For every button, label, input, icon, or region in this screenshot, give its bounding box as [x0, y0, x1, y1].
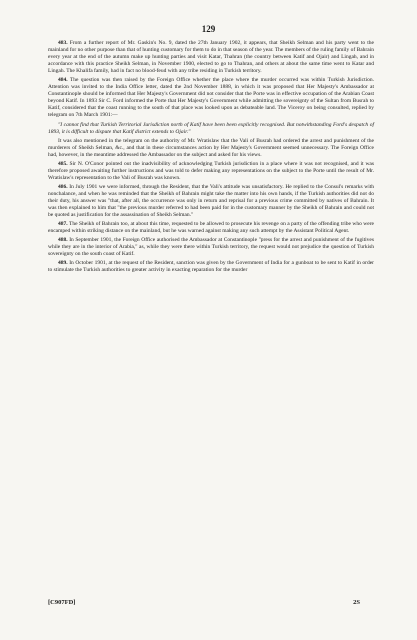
paragraph-text: The Sheikh of Bahrain too, at about this time, requested to be allowed to prosecute his revenge on a party of the offending tribe who were encamped within striking distance on the mainland, but he was warned against making any such attempt by the Assistant Political Agent.: [48, 221, 374, 235]
paragraph-text: Sir N. O'Conor pointed out the inadvisibility of acknowledging Turkish jurisdiction in a place where it was not recognised, and it was therefore proposed awaiting further instructions and was told to defer making any representations on the subject to the Porte until the result of Mr. Wratislaw's representation to the Vali of Busrah was known.: [48, 160, 375, 181]
page-number: 129: [201, 24, 216, 34]
paragraph-text: In September 1901, the Foreign Office authorised the Ambassador at Constantinople "press for the arrest and punishment of the fugitives while they are in the interior of Arabia," as, while they were there within Turkish territory, the request would not prejudice the question of Turkish sovereignty on the south coast of Katif.: [48, 237, 375, 258]
paragraph-number: 484.: [58, 77, 68, 84]
body-text: [48, 40, 374, 276]
paragraph-continuation: [48, 138, 374, 159]
paragraph-number: 485.: [58, 160, 68, 167]
paragraph-text: The question was then raised by the Foreign Office whether the place where the murder occurred was within Turkish Jurisdiction. Attention was invited to the India Office letter, dated the 2nd November 1888, in which it was proposed that Her Majesty's Ambassador at Constantinople should be informed that Her Majesty's Government did not consider that the Porte was in effective occupation of the Arabian Coast beyond Katif. In 1893 Sir C. Ford informed the Porte that Her Majesty's Government while admitting the sovereignty of the Sultan from Busrah to Katif, considered that the coast running to the south of that place was looked upon as debateable land. The Viceroy on being consulted, replied by telegram on 7th March 1901:—: [48, 77, 374, 119]
paragraph-number: 487.: [58, 221, 68, 228]
paragraph-483: [48, 40, 374, 75]
paragraph-487: [48, 221, 374, 235]
paragraph-489: [48, 260, 374, 274]
paragraph-484: [48, 77, 374, 119]
paragraph-number: 486.: [58, 183, 68, 190]
paragraph-number: 483.: [58, 40, 68, 46]
quoted-telegram: [48, 122, 374, 136]
paragraph-number: 489.: [58, 260, 68, 267]
paragraph-text: "I cannot find that Turkish Territorial Jurisdiction north of Katif have been been explicitly recognised. But notwithstanding Ford's despatch of 1893, it is difficult to dispute that Katif district extends to Ojair.": [48, 121, 374, 135]
footer-signature-mark: 2S: [353, 599, 360, 606]
paragraph-text: In July 1901 we were informed, through the Resident, that the Vali's attitude was unsatisfactory. He replied to the Consul's remarks with nonchalance, and when he was reminded that the Sheikh of Bahrain might take the matter into his own hands, if the Turkish authorities did not do their duty, his answer was "that, after all, the occurrence was only in return and reprisal for a previous crime committed by natives of Bahrain. It was then explained to him that "the previous murder referred to had been paid for in the customary manner by the Sheikh of Bahrain and could not be quoted as justification for the assassination of Sheikh Selman.": [48, 183, 374, 219]
paragraph-488: [48, 237, 374, 258]
paragraph-text: In October 1901, at the request of the Resident, sanction was given by the Government of India for a gunboat to be sent to Katif in order to stimulate the Turkish authorities to greater activity in exacting reparation for the murder: [48, 260, 374, 274]
paragraph-text: It was also mentioned in the telegram on the authority of Mr. Wratislaw that the Vali of Busrah had ordered the arrest and punishment of the murderers of Sheikh Selman, &c., and that in these circumstances action by Her Majesty's Government seemed unnecessary. The Foreign Office had, however, in the meantime addressed the Ambassador on the subject and asked for his views.: [48, 137, 374, 158]
footer-print-code: [C907FD]: [48, 599, 76, 606]
paragraph-text: From a further report of Mr. Gaskin's No. 9, dated the 27th January 1902, it appears, that Sheikh Selman and his party went to the mainland for no other purpose than that of hunting customary for them to do in that season of the year. The members of the ruling family of Bahrain every year at the end of the autumn make up hunting parties and visit Katar, Thahran (the country between Katif and Ojair) and Lingah, and in accordance with this practice Sheikh Selman, in November 1900, elected to go to Thahran, and others at about the same time went to Katar and Lingah. The Khalifa family, had in fact no blood-feud with any tribe residing in Turkish territory.: [48, 40, 374, 75]
paragraph-number: 488.: [58, 237, 68, 244]
paragraph-485: [48, 161, 374, 182]
paragraph-486: [48, 184, 374, 219]
